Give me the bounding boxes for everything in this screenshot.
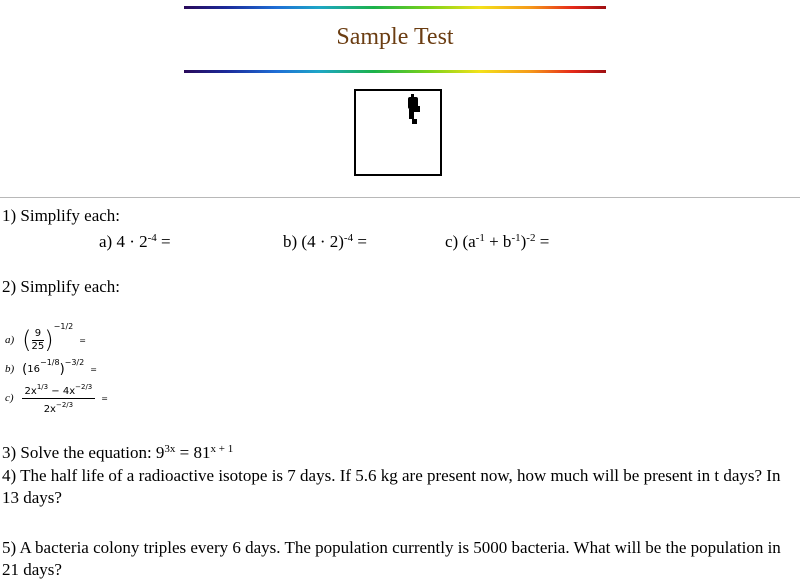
question-5: 5) A bacteria colony triples every 6 days. The population currently is 5000 bacteria. What will be the population in 21 days? <box>2 538 781 579</box>
question-1c-open: c) (a <box>445 232 476 251</box>
question-2a-exponent: −1/2 <box>53 322 74 331</box>
question-2b <box>5 358 97 380</box>
question-2c-num-term1: 2x <box>24 385 37 397</box>
top-rainbow-divider <box>184 6 606 9</box>
question-1c-exp-b: -1 <box>511 232 521 244</box>
question-2a-denominator: 25 <box>31 340 45 352</box>
question-2a-label: a) <box>5 334 15 346</box>
question-2-label: 2) Simplify each: <box>2 277 121 296</box>
question-4: 4) The half life of a radioactive isotope is 7 days. If 5.6 kg are present now, how much will be present in t days? In 13 days? <box>2 466 781 507</box>
question-1-label: 1) Simplify each: <box>2 206 121 225</box>
question-2c-equals: = <box>101 393 108 403</box>
question-1b-exponent: -4 <box>343 232 354 244</box>
question-1c-plus-b: + b <box>484 232 512 251</box>
question-1b <box>283 231 367 253</box>
question-1c <box>445 231 549 253</box>
question-1c-equals: = <box>535 232 550 251</box>
question-2b-base: 16 <box>27 363 40 375</box>
animated-figure-image <box>354 89 442 176</box>
bottom-rainbow-divider <box>184 70 606 73</box>
question-1b-equals: = <box>353 232 367 251</box>
right-paren-icon: ) <box>59 361 65 377</box>
question-2c-numerator <box>22 381 96 399</box>
question-3 <box>2 442 233 464</box>
question-2a-equals: = <box>79 335 86 345</box>
figure-silhouette-icon <box>356 91 440 174</box>
question-2c-label: c) <box>5 392 14 404</box>
question-1c-exp-a: -1 <box>475 232 485 244</box>
question-2c-num-exp1: 1/3 <box>36 382 49 391</box>
question-3-exp2: x + 1 <box>210 443 234 455</box>
question-2c-num-exp2: −2/3 <box>75 382 93 391</box>
question-2c-fraction <box>22 381 96 416</box>
left-paren-icon: ( <box>22 361 28 377</box>
question-2a-numerator: 9 <box>32 328 45 341</box>
left-paren-icon: ( <box>22 326 32 354</box>
question-3-prefix: 3) Solve the equation: 9 <box>2 443 165 462</box>
question-3-mid: = 81 <box>175 443 211 462</box>
right-paren-icon: ) <box>44 326 54 354</box>
question-2c-num-term2: − 4x <box>48 385 76 397</box>
question-2b-inner-exponent: −1/8 <box>39 358 60 367</box>
question-3-exp1: 3x <box>164 443 176 455</box>
question-1c-close: ) <box>520 232 527 251</box>
question-2c-denominator <box>22 399 96 416</box>
question-1c-outer-exp: -2 <box>526 232 536 244</box>
question-2c-den-term: 2x <box>43 403 56 415</box>
horizontal-rule <box>0 197 800 198</box>
question-2a-fraction <box>32 328 45 353</box>
question-2c-den-exp: −2/3 <box>55 400 74 409</box>
question-2a <box>5 320 86 360</box>
question-1a-equals: = <box>156 232 171 251</box>
question-1a-base: a) 4 · 2 <box>99 232 148 251</box>
question-1b-base: b) (4 · 2) <box>283 232 344 251</box>
page-title: Sample Test <box>336 24 454 50</box>
question-2b-equals: = <box>90 364 97 374</box>
question-2c <box>5 382 108 414</box>
question-1a-exponent: -4 <box>147 232 157 244</box>
question-1a <box>99 231 171 253</box>
question-2b-label: b) <box>5 363 15 375</box>
question-2b-outer-exponent: −3/2 <box>64 358 85 367</box>
